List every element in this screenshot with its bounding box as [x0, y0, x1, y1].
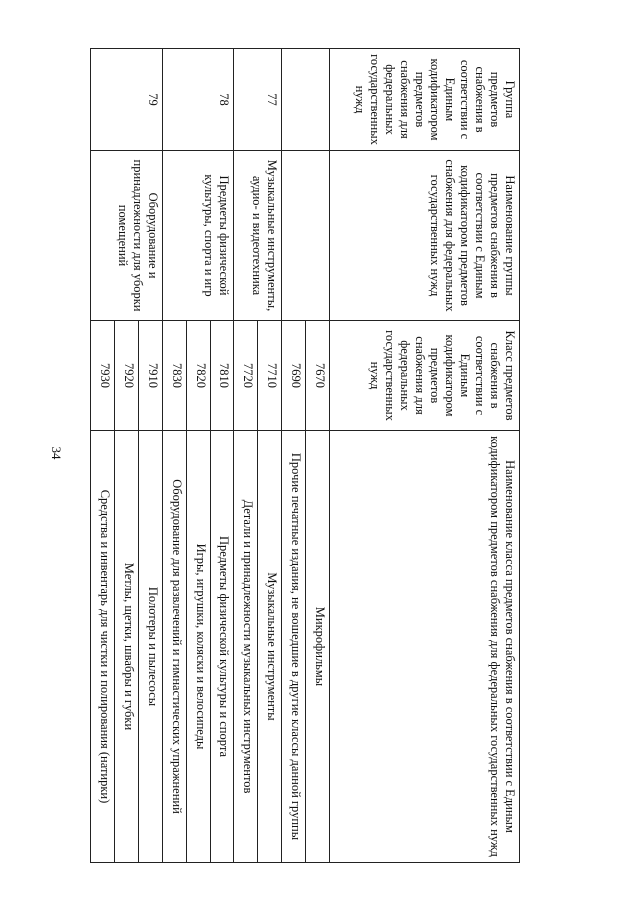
group-code-cell: [282, 49, 330, 151]
class-name-cell: Предметы физической культуры и спорта: [210, 431, 234, 863]
class-name-cell: Средства и инвентарь для чистки и полирования (натирки): [91, 431, 115, 863]
class-code-cell: 7720: [234, 321, 258, 431]
classifier-table: [90, 48, 520, 862]
group-code-cell: 79: [91, 49, 163, 151]
table-row: [138, 49, 162, 863]
class-code-cell: 7910: [138, 321, 162, 431]
group-code-cell: 78: [162, 49, 234, 151]
table-header-row: [330, 49, 520, 863]
class-code-cell: 7930: [91, 321, 115, 431]
class-code-cell: 7830: [162, 321, 186, 431]
header-group-name: Наименование группы предметов снабжения в соответствии с Единым кодификатором предметов снабжения для федеральных государственных нужд: [330, 151, 520, 321]
class-name-cell: Музыкальные инструменты: [258, 431, 282, 863]
class-name-cell: Детали и принадлежности музыкальных инструментов: [234, 431, 258, 863]
class-name-cell: Прочие печатные издания, не вошедшие в другие классы данной группы: [282, 431, 306, 863]
table-row: [258, 49, 282, 863]
class-name-cell: Полотеры и пылесосы: [138, 431, 162, 863]
class-name-cell: Игры, игрушки, коляски и велосипеды: [186, 431, 210, 863]
header-class-name: Наименование класса предметов снабжения в соответствии с Единым кодификатором предметов снабжения для федеральных государственных нужд: [330, 431, 520, 863]
group-code-cell: 77: [234, 49, 282, 151]
class-code-cell: 7710: [258, 321, 282, 431]
class-code-cell: 7820: [186, 321, 210, 431]
table-row: [210, 49, 234, 863]
class-code-cell: 7690: [282, 321, 306, 431]
class-code-cell: 7670: [306, 321, 330, 431]
group-name-cell: Предметы физической культуры, спорта и игр: [162, 151, 234, 321]
class-code-cell: 7920: [114, 321, 138, 431]
group-name-cell: [282, 151, 330, 321]
group-name-cell: Музыкальные инструменты, аудио- и видеотехника: [234, 151, 282, 321]
class-name-cell: Оборудование для развлечений и гимнастических упражнений: [162, 431, 186, 863]
table-row: [306, 49, 330, 863]
class-code-cell: 7810: [210, 321, 234, 431]
page-number: 34: [49, 446, 64, 460]
class-name-cell: Метлы, щетки, швабры и губки: [114, 431, 138, 863]
class-name-cell: Микрофильмы: [306, 431, 330, 863]
header-class-code: Класс предметов снабжения в соответствии с Единым кодификатором предметов снабжения для федеральных государственных нужд: [330, 321, 520, 431]
header-group-code: Группа предметов снабжения в соответствии с Единым кодификатором предметов снабжения для федеральных государственных нужд: [330, 49, 520, 151]
group-name-cell: Оборудование и принадлежности для уборки помещений: [91, 151, 163, 321]
